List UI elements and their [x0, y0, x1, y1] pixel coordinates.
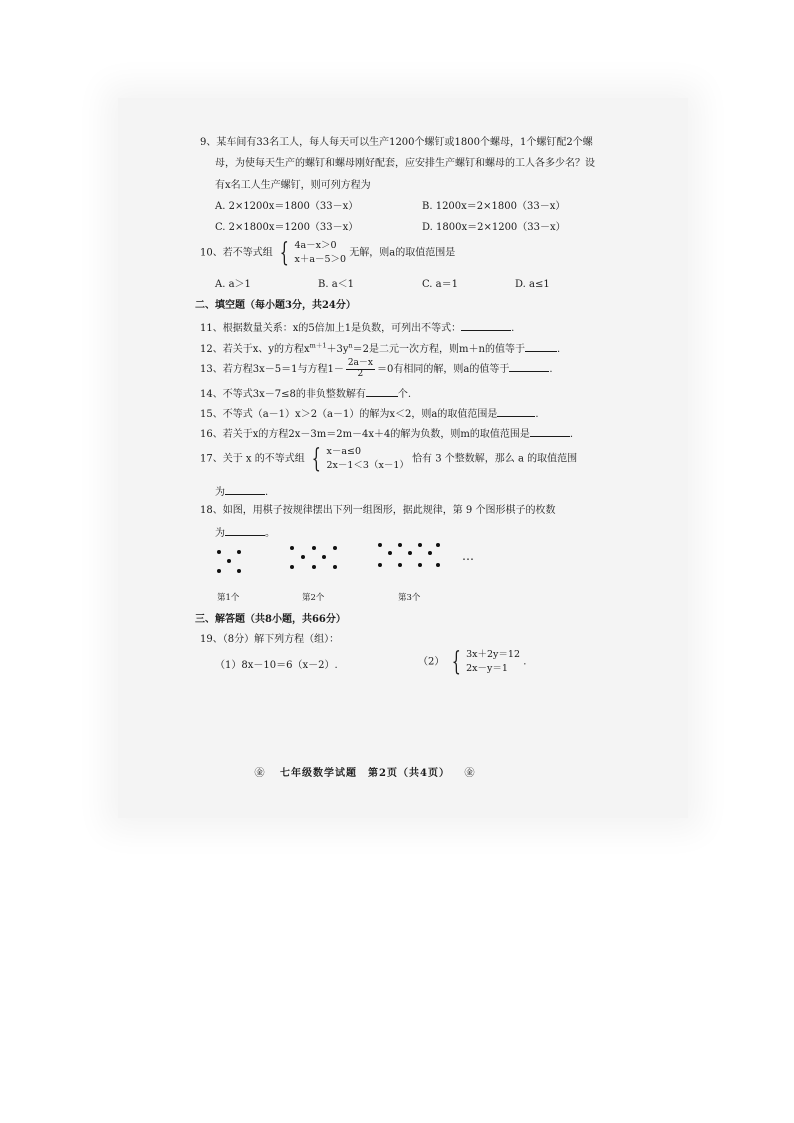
- figure-label-3: 第3个: [398, 593, 421, 603]
- chess-piece: [398, 543, 402, 547]
- answer-blank[interactable]: [509, 360, 549, 372]
- chess-piece: [312, 565, 316, 569]
- chess-piece: [290, 565, 294, 569]
- q9-line3: 有x名工人生产螺钉，则可列方程为: [215, 180, 371, 191]
- answer-blank[interactable]: [225, 483, 265, 495]
- chess-piece: [237, 550, 241, 554]
- page-footer: [200, 764, 530, 779]
- chess-piece: [436, 563, 440, 567]
- chess-piece: [237, 569, 241, 573]
- q9-option-c: C. 2×1800x＝1200（33－x）: [215, 222, 359, 233]
- section-3-heading: 三、解答题（共8小题，共66分）: [195, 614, 346, 625]
- q10-option-c: C. a＝1: [422, 279, 458, 290]
- flower-icon: ㊎: [464, 768, 476, 779]
- q9-option-a: A. 2×1200x＝1800（33－x）: [215, 201, 359, 212]
- chess-piece: [378, 563, 382, 567]
- q14: 14、不等式3x－7≤8的非负整数解有 个.: [200, 385, 411, 403]
- answer-blank[interactable]: [461, 319, 511, 331]
- figure-label-2: 第2个: [302, 593, 325, 603]
- q10-option-d: D. a≤1: [515, 279, 550, 290]
- q18-line1: 18、如图，用棋子按规律摆出下列一组图形，据此规律，第 9 个图形棋子的枚数: [200, 505, 556, 516]
- q13: 13、若方程3x－5＝1与方程1－ $\frac{2a-x}{2}$ ＝0有相同的解，则a的值等于 .: [200, 358, 553, 379]
- chess-piece: [418, 543, 422, 547]
- chess-piece: [217, 569, 221, 573]
- chess-piece: [301, 555, 305, 559]
- q19-part2: （2） { 3x＋2y＝12 2x－y＝1 .: [418, 646, 527, 677]
- answer-blank[interactable]: [225, 524, 265, 536]
- chess-piece: [333, 546, 337, 550]
- answer-blank[interactable]: [525, 340, 557, 352]
- flower-icon: ㊎: [254, 768, 266, 779]
- q19-part1: （1）8x－10＝6（x－2）.: [215, 660, 338, 671]
- chess-piece: [227, 559, 231, 563]
- figure-ellipsis: …: [462, 549, 474, 563]
- answer-blank[interactable]: [497, 405, 535, 417]
- answer-blank[interactable]: [366, 385, 398, 397]
- chess-piece: [217, 550, 221, 554]
- q10-option-a: A. a＞1: [215, 279, 251, 290]
- chess-piece: [418, 563, 422, 567]
- chess-piece: [428, 551, 432, 555]
- chess-piece: [312, 546, 316, 550]
- fraction: $\frac{2a-x}{2}$: [347, 358, 373, 379]
- chess-piece: [290, 546, 294, 550]
- q15: 15、不等式（a－1）x＞2（a－1）的解为x＜2，则a的取值范围是 .: [200, 405, 539, 423]
- answer-blank[interactable]: [530, 425, 570, 437]
- brace-icon: {: [279, 237, 289, 268]
- q12: 12、若关于x、y的方程$x^{m+1}+3y^n=2$是二元一次方程，则m＋n的值等于 .: [200, 341, 561, 355]
- chess-piece: [436, 543, 440, 547]
- brace-icon: {: [451, 646, 461, 677]
- q17-line2: 为 .: [215, 483, 268, 501]
- footer-text: 七年级数学试题 第2页（共4页）: [280, 768, 450, 779]
- q17-system: { x－a≤0 2x－1＜3（x－1）: [311, 443, 409, 474]
- brace-icon: {: [311, 443, 321, 474]
- chess-piece: [388, 551, 392, 555]
- chess-piece: [378, 543, 382, 547]
- q19-system: { 3x＋2y＝12 2x－y＝1: [451, 646, 521, 677]
- q16: 16、若关于x的方程2x－3m＝2m－4x＋4的解为负数，则m的取值范围是 .: [200, 425, 573, 443]
- q17-stem: 17、关于 x 的不等式组 { x－a≤0 2x－1＜3（x－1） 恰有 3 个整数解，那么 a 的取值范围: [200, 443, 578, 474]
- chess-piece: [333, 565, 337, 569]
- q10-option-b: B. a＜1: [318, 279, 355, 290]
- q9-line2: 母，为使每天生产的螺钉和螺母刚好配套，应安排生产螺钉和螺母的工人各多少名？设: [215, 158, 595, 169]
- q11: 11、根据数量关系：x的5倍加上1是负数，可列出不等式： .: [200, 319, 514, 337]
- chess-piece: [398, 563, 402, 567]
- q10-stem: 10、若不等式组 { 4a－x＞0 x＋a－5＞0 无解，则a的取值范围是: [200, 237, 456, 268]
- q9-option-d: D. 1800x＝2×1200（33－x）: [422, 222, 566, 233]
- q9-line1: 9、某车间有33名工人，每人每天可以生产1200个螺钉或1800个螺母，1个螺钉配2个螺: [200, 137, 593, 148]
- q18-line2: 为 。: [215, 524, 275, 542]
- figure-label-1: 第1个: [217, 593, 240, 603]
- section-2-heading: 二、填空题（每小题3分，共24分）: [195, 300, 356, 311]
- chess-piece: [408, 551, 412, 555]
- q9-option-b: B. 1200x＝2×1800（33－x）: [422, 201, 566, 212]
- chess-piece: [322, 555, 326, 559]
- q10-system: { 4a－x＞0 x＋a－5＞0: [279, 237, 347, 268]
- q19-title: 19、（8分）解下列方程（组）：: [200, 634, 340, 645]
